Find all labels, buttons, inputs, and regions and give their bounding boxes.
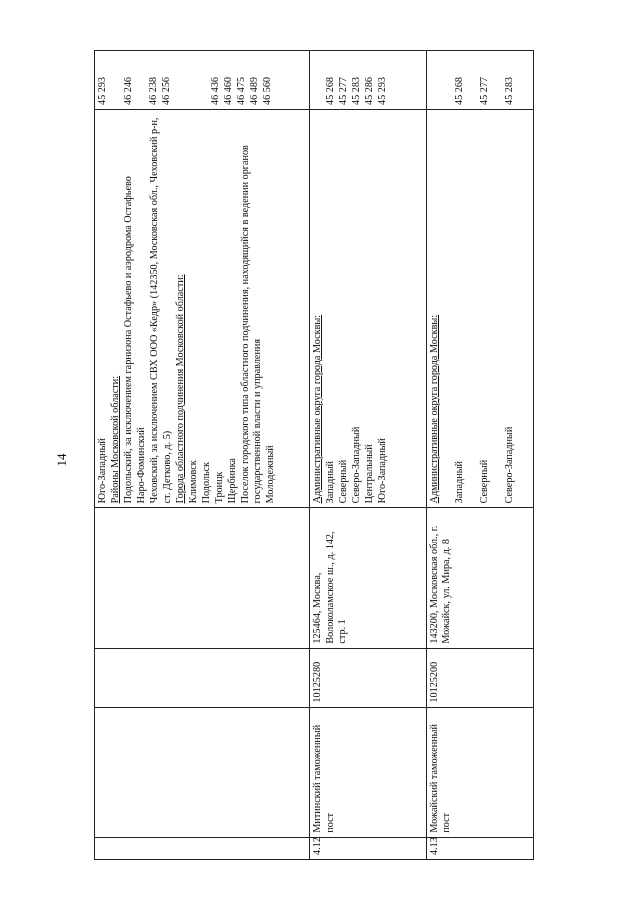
table-row-mitino xyxy=(309,51,426,860)
okato-code: 46 256 xyxy=(161,76,172,105)
territory-heading: Административные округа города Москвы: xyxy=(428,314,440,504)
cell-address: 125464, Москва, Волоколамское ш., д. 142, стр. 1 xyxy=(309,508,426,648)
territory-line: Западный xyxy=(453,460,465,504)
cell-code: 10125280 xyxy=(309,648,426,707)
territory-line: Юго-Западный xyxy=(376,438,388,504)
cell-address xyxy=(95,508,310,648)
table-row-continuation xyxy=(95,51,310,860)
customs-posts-table xyxy=(94,50,534,860)
okato-code xyxy=(110,55,123,105)
okato-code: 45 277 xyxy=(478,76,490,105)
territory-line: Чеховский, за исключением СВХ ООО «Кедр» (142350, Московская обл., Чеховский р-н, ст. Детково, д. 5) xyxy=(149,117,173,504)
territory-line: Молодежный xyxy=(265,445,276,504)
okato-code: 46 560 xyxy=(262,76,273,105)
territory-line: Западный xyxy=(324,460,336,504)
cell-okato xyxy=(95,51,310,110)
territory-line: Климовск xyxy=(187,460,199,504)
okato-code: 45 283 xyxy=(350,76,362,105)
table-row-mozhaisk xyxy=(426,51,533,860)
cell-num xyxy=(95,837,310,859)
spacer xyxy=(492,55,504,105)
territory-line: Юго-Западный xyxy=(97,438,108,504)
territory-line: Подольск xyxy=(200,461,212,504)
okato-code: 45 268 xyxy=(453,76,465,105)
spacer xyxy=(492,114,504,503)
okato-code xyxy=(312,55,325,105)
okato-code: 46 475 xyxy=(236,76,247,105)
cell-territory xyxy=(426,110,533,508)
okato-code: 45 293 xyxy=(97,76,108,105)
cell-territory xyxy=(95,110,310,508)
spacer xyxy=(467,55,479,105)
territory-line: Северный xyxy=(478,459,490,504)
spacer xyxy=(198,55,210,105)
page-number: 14 xyxy=(54,453,69,467)
okato-code: 46 246 xyxy=(123,76,134,105)
okato-code: 45 283 xyxy=(503,76,515,105)
spacer xyxy=(186,55,198,105)
territory-line: Подольский, за исключением гарнизона Остафьево и аэродрома Остафьево xyxy=(123,176,134,504)
spacer xyxy=(442,114,454,503)
okato-code: 45 277 xyxy=(337,76,349,105)
cell-name xyxy=(95,707,310,837)
spacer xyxy=(136,55,148,105)
territory-line: Центральный xyxy=(363,444,375,504)
spacer xyxy=(467,114,479,503)
territory-line: Троицк xyxy=(213,471,225,504)
cell-code: 10125200 xyxy=(426,648,533,707)
cell-okato xyxy=(309,51,426,110)
territory-line: Наро-Фоминский xyxy=(136,427,147,504)
territory-heading: Города областного подчинения Московской области: xyxy=(174,274,186,504)
cell-address: 143200, Московская обл., г. Можайск, ул. Мира, д. 8 xyxy=(426,508,533,648)
cell-territory xyxy=(309,110,426,508)
okato-code: 46 460 xyxy=(223,76,234,105)
spacer xyxy=(442,55,454,105)
territory-heading: Районы Московской области: xyxy=(110,375,121,504)
okato-code xyxy=(429,55,442,105)
territory-line: Щербинка xyxy=(226,458,238,504)
cell-num: 4.13 xyxy=(426,837,533,859)
territory-line: Северо-Западный xyxy=(503,426,515,504)
okato-code: 45 268 xyxy=(324,76,336,105)
okato-code: 45 286 xyxy=(363,76,375,105)
cell-okato xyxy=(426,51,533,110)
rotated-table-frame xyxy=(94,50,534,860)
cell-name: Митинский таможенный пост xyxy=(309,707,426,837)
cell-name: Можайский таможенный пост xyxy=(426,707,533,837)
cell-code xyxy=(95,648,310,707)
territory-line: Поселок городского типа областного подчинения, находящийся в ведении органов государственной власти и управления xyxy=(239,145,264,504)
territory-line: Северный xyxy=(337,459,349,504)
territory-line: Северо-Западный xyxy=(350,426,362,504)
okato-code: 46 436 xyxy=(210,76,221,105)
spacer xyxy=(174,55,186,105)
okato-code: 46 238 xyxy=(148,76,159,105)
cell-num: 4.12 xyxy=(309,837,426,859)
okato-code: 45 293 xyxy=(376,76,388,105)
territory-heading: Административные округа города Москвы: xyxy=(311,314,323,504)
okato-code: 46 489 xyxy=(249,76,260,105)
